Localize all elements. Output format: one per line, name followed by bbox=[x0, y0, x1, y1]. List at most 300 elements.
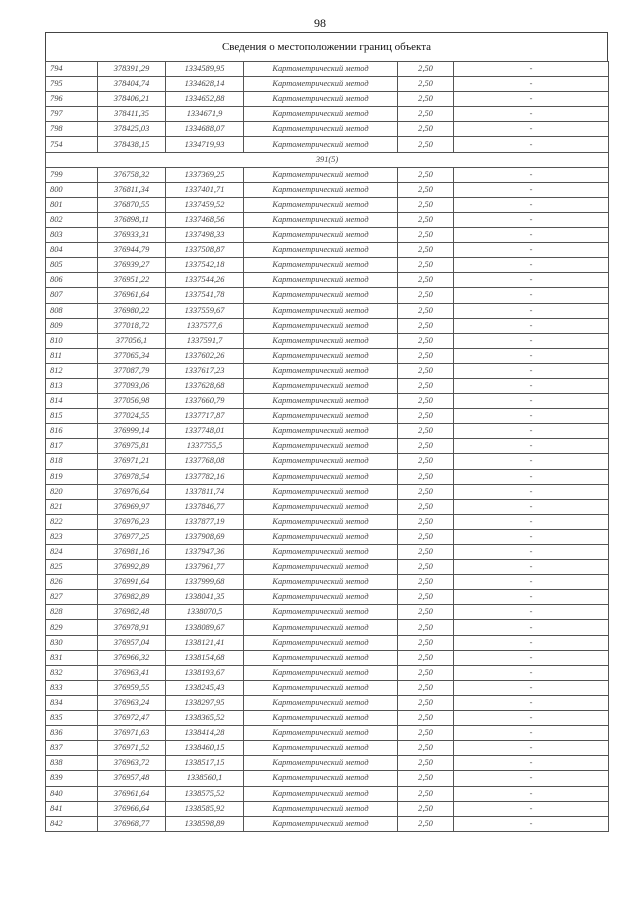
table-row bbox=[46, 711, 609, 726]
point-number-cell: 832 bbox=[46, 665, 98, 680]
point-number-cell: 824 bbox=[46, 545, 98, 560]
method-cell: Картометрический метод bbox=[244, 786, 398, 801]
coordinate-x-cell: 376975,81 bbox=[98, 439, 166, 454]
method-cell: Картометрический метод bbox=[244, 363, 398, 378]
coordinate-y-cell: 1337602,26 bbox=[166, 348, 244, 363]
table-row bbox=[46, 288, 609, 303]
table-row bbox=[46, 439, 609, 454]
table-row bbox=[46, 333, 609, 348]
coordinate-x-cell: 376951,22 bbox=[98, 273, 166, 288]
description-cell: - bbox=[454, 605, 609, 620]
coordinate-y-cell: 1338598,89 bbox=[166, 816, 244, 831]
coordinate-x-cell: 376758,32 bbox=[98, 167, 166, 182]
coordinates-table bbox=[45, 61, 609, 832]
point-number-cell: 806 bbox=[46, 273, 98, 288]
boundary-table-sheet bbox=[45, 32, 608, 832]
description-cell: - bbox=[454, 756, 609, 771]
point-number-cell: 841 bbox=[46, 801, 98, 816]
description-cell: - bbox=[454, 439, 609, 454]
point-number-cell: 814 bbox=[46, 394, 98, 409]
coordinate-y-cell: 1337617,23 bbox=[166, 363, 244, 378]
coordinate-x-cell: 376966,64 bbox=[98, 801, 166, 816]
coordinate-y-cell: 1338089,67 bbox=[166, 620, 244, 635]
point-number-cell: 754 bbox=[46, 137, 98, 152]
coordinate-y-cell: 1338154,68 bbox=[166, 650, 244, 665]
coordinate-x-cell: 376971,63 bbox=[98, 726, 166, 741]
accuracy-cell: 2,50 bbox=[398, 711, 454, 726]
accuracy-cell: 2,50 bbox=[398, 107, 454, 122]
method-cell: Картометрический метод bbox=[244, 62, 398, 77]
point-number-cell: 838 bbox=[46, 756, 98, 771]
accuracy-cell: 2,50 bbox=[398, 650, 454, 665]
coordinates-table-body bbox=[46, 62, 609, 832]
point-number-cell: 831 bbox=[46, 650, 98, 665]
table-row bbox=[46, 243, 609, 258]
coordinate-y-cell: 1334688,07 bbox=[166, 122, 244, 137]
accuracy-cell: 2,50 bbox=[398, 560, 454, 575]
coordinate-y-cell: 1338460,15 bbox=[166, 741, 244, 756]
coordinate-y-cell: 1337591,7 bbox=[166, 333, 244, 348]
coordinate-y-cell: 1337660,79 bbox=[166, 394, 244, 409]
coordinate-x-cell: 377065,34 bbox=[98, 348, 166, 363]
page-number: 98 bbox=[314, 16, 326, 30]
table-row bbox=[46, 605, 609, 620]
coordinate-y-cell: 1337468,56 bbox=[166, 212, 244, 227]
point-number-cell: 827 bbox=[46, 590, 98, 605]
point-number-cell: 837 bbox=[46, 741, 98, 756]
method-cell: Картометрический метод bbox=[244, 258, 398, 273]
description-cell: - bbox=[454, 680, 609, 695]
coordinate-x-cell: 377087,79 bbox=[98, 363, 166, 378]
method-cell: Картометрический метод bbox=[244, 288, 398, 303]
coordinate-y-cell: 1337846,77 bbox=[166, 499, 244, 514]
accuracy-cell: 2,50 bbox=[398, 273, 454, 288]
accuracy-cell: 2,50 bbox=[398, 197, 454, 212]
method-cell: Картометрический метод bbox=[244, 590, 398, 605]
accuracy-cell: 2,50 bbox=[398, 620, 454, 635]
accuracy-cell: 2,50 bbox=[398, 605, 454, 620]
point-number-cell: 817 bbox=[46, 439, 98, 454]
table-row bbox=[46, 409, 609, 424]
table-row bbox=[46, 545, 609, 560]
table-row bbox=[46, 665, 609, 680]
method-cell: Картометрический метод bbox=[244, 122, 398, 137]
table-row bbox=[46, 107, 609, 122]
point-number-cell: 823 bbox=[46, 529, 98, 544]
coordinate-y-cell: 1337559,67 bbox=[166, 303, 244, 318]
accuracy-cell: 2,50 bbox=[398, 363, 454, 378]
coordinate-y-cell: 1338070,5 bbox=[166, 605, 244, 620]
accuracy-cell: 2,50 bbox=[398, 258, 454, 273]
point-number-cell: 807 bbox=[46, 288, 98, 303]
accuracy-cell: 2,50 bbox=[398, 182, 454, 197]
coordinate-y-cell: 1337768,08 bbox=[166, 454, 244, 469]
accuracy-cell: 2,50 bbox=[398, 545, 454, 560]
table-row bbox=[46, 228, 609, 243]
coordinate-y-cell: 1337717,87 bbox=[166, 409, 244, 424]
description-cell: - bbox=[454, 786, 609, 801]
coordinate-x-cell: 376992,89 bbox=[98, 560, 166, 575]
description-cell: - bbox=[454, 243, 609, 258]
coordinate-y-cell: 1337577,6 bbox=[166, 318, 244, 333]
accuracy-cell: 2,50 bbox=[398, 409, 454, 424]
point-number-cell: 830 bbox=[46, 635, 98, 650]
method-cell: Картометрический метод bbox=[244, 635, 398, 650]
coordinate-y-cell: 1337541,78 bbox=[166, 288, 244, 303]
method-cell: Картометрический метод bbox=[244, 228, 398, 243]
coordinate-y-cell: 1338041,35 bbox=[166, 590, 244, 605]
accuracy-cell: 2,50 bbox=[398, 318, 454, 333]
coordinate-x-cell: 376982,89 bbox=[98, 590, 166, 605]
coordinate-x-cell: 376972,47 bbox=[98, 711, 166, 726]
accuracy-cell: 2,50 bbox=[398, 635, 454, 650]
table-row bbox=[46, 273, 609, 288]
accuracy-cell: 2,50 bbox=[398, 167, 454, 182]
coordinate-y-cell: 1337628,68 bbox=[166, 378, 244, 393]
method-cell: Картометрический метод bbox=[244, 484, 398, 499]
description-cell: - bbox=[454, 258, 609, 273]
coordinate-x-cell: 377056,98 bbox=[98, 394, 166, 409]
accuracy-cell: 2,50 bbox=[398, 695, 454, 710]
method-cell: Картометрический метод bbox=[244, 756, 398, 771]
coordinate-x-cell: 377018,72 bbox=[98, 318, 166, 333]
point-number-cell: 820 bbox=[46, 484, 98, 499]
description-cell: - bbox=[454, 348, 609, 363]
accuracy-cell: 2,50 bbox=[398, 378, 454, 393]
coordinate-x-cell: 377093,06 bbox=[98, 378, 166, 393]
coordinate-y-cell: 1337498,33 bbox=[166, 228, 244, 243]
method-cell: Картометрический метод bbox=[244, 514, 398, 529]
coordinate-x-cell: 376961,64 bbox=[98, 288, 166, 303]
method-cell: Картометрический метод bbox=[244, 620, 398, 635]
method-cell: Картометрический метод bbox=[244, 771, 398, 786]
point-number-cell: 809 bbox=[46, 318, 98, 333]
coordinate-y-cell: 1337811,74 bbox=[166, 484, 244, 499]
accuracy-cell: 2,50 bbox=[398, 590, 454, 605]
coordinate-y-cell: 1334671,9 bbox=[166, 107, 244, 122]
point-number-cell: 810 bbox=[46, 333, 98, 348]
coordinate-y-cell: 1337782,16 bbox=[166, 469, 244, 484]
point-number-cell: 834 bbox=[46, 695, 98, 710]
description-cell: - bbox=[454, 560, 609, 575]
coordinate-y-cell: 1334719,93 bbox=[166, 137, 244, 152]
coordinate-x-cell: 378425,03 bbox=[98, 122, 166, 137]
coordinate-y-cell: 1334652,88 bbox=[166, 92, 244, 107]
method-cell: Картометрический метод bbox=[244, 469, 398, 484]
method-cell: Картометрический метод bbox=[244, 575, 398, 590]
accuracy-cell: 2,50 bbox=[398, 786, 454, 801]
coordinate-x-cell: 376976,64 bbox=[98, 484, 166, 499]
coordinate-x-cell: 376969,97 bbox=[98, 499, 166, 514]
description-cell: - bbox=[454, 137, 609, 152]
accuracy-cell: 2,50 bbox=[398, 514, 454, 529]
coordinate-x-cell: 376971,52 bbox=[98, 741, 166, 756]
point-number-cell: 800 bbox=[46, 182, 98, 197]
table-row bbox=[46, 363, 609, 378]
description-cell: - bbox=[454, 394, 609, 409]
table-row bbox=[46, 529, 609, 544]
description-cell: - bbox=[454, 77, 609, 92]
description-cell: - bbox=[454, 771, 609, 786]
point-number-cell: 815 bbox=[46, 409, 98, 424]
accuracy-cell: 2,50 bbox=[398, 77, 454, 92]
coordinate-x-cell: 378404,74 bbox=[98, 77, 166, 92]
coordinate-x-cell: 376939,27 bbox=[98, 258, 166, 273]
table-row bbox=[46, 378, 609, 393]
accuracy-cell: 2,50 bbox=[398, 424, 454, 439]
accuracy-cell: 2,50 bbox=[398, 575, 454, 590]
point-number-cell: 805 bbox=[46, 258, 98, 273]
coordinate-x-cell: 376957,04 bbox=[98, 635, 166, 650]
coordinate-x-cell: 376978,54 bbox=[98, 469, 166, 484]
description-cell: - bbox=[454, 741, 609, 756]
description-cell: - bbox=[454, 545, 609, 560]
coordinate-x-cell: 376811,34 bbox=[98, 182, 166, 197]
coordinate-x-cell: 376898,11 bbox=[98, 212, 166, 227]
coordinate-y-cell: 1337908,69 bbox=[166, 529, 244, 544]
coordinate-x-cell: 376981,16 bbox=[98, 545, 166, 560]
table-row bbox=[46, 590, 609, 605]
coordinate-y-cell: 1337748,01 bbox=[166, 424, 244, 439]
description-cell: - bbox=[454, 529, 609, 544]
description-cell: - bbox=[454, 514, 609, 529]
method-cell: Картометрический метод bbox=[244, 439, 398, 454]
accuracy-cell: 2,50 bbox=[398, 137, 454, 152]
coordinate-y-cell: 1338585,92 bbox=[166, 801, 244, 816]
accuracy-cell: 2,50 bbox=[398, 484, 454, 499]
accuracy-cell: 2,50 bbox=[398, 741, 454, 756]
table-row bbox=[46, 560, 609, 575]
table-row bbox=[46, 514, 609, 529]
coordinate-y-cell: 1338245,43 bbox=[166, 680, 244, 695]
method-cell: Картометрический метод bbox=[244, 137, 398, 152]
point-number-cell: 812 bbox=[46, 363, 98, 378]
accuracy-cell: 2,50 bbox=[398, 348, 454, 363]
point-number-cell: 825 bbox=[46, 560, 98, 575]
description-cell: - bbox=[454, 665, 609, 680]
coordinate-x-cell: 378411,35 bbox=[98, 107, 166, 122]
method-cell: Картометрический метод bbox=[244, 650, 398, 665]
point-number-cell: 835 bbox=[46, 711, 98, 726]
coordinate-x-cell: 376957,48 bbox=[98, 771, 166, 786]
method-cell: Картометрический метод bbox=[244, 816, 398, 831]
method-cell: Картометрический метод bbox=[244, 695, 398, 710]
table-row bbox=[46, 303, 609, 318]
coordinate-x-cell: 378438,15 bbox=[98, 137, 166, 152]
table-row bbox=[46, 469, 609, 484]
table-row bbox=[46, 695, 609, 710]
method-cell: Картометрический метод bbox=[244, 333, 398, 348]
method-cell: Картометрический метод bbox=[244, 801, 398, 816]
coordinate-x-cell: 376963,41 bbox=[98, 665, 166, 680]
point-number-cell: 797 bbox=[46, 107, 98, 122]
coordinate-y-cell: 1337544,26 bbox=[166, 273, 244, 288]
accuracy-cell: 2,50 bbox=[398, 499, 454, 514]
table-row bbox=[46, 575, 609, 590]
table-row bbox=[46, 197, 609, 212]
description-cell: - bbox=[454, 62, 609, 77]
table-row bbox=[46, 484, 609, 499]
description-cell: - bbox=[454, 318, 609, 333]
point-number-cell: 816 bbox=[46, 424, 98, 439]
table-row bbox=[46, 424, 609, 439]
point-number-cell: 842 bbox=[46, 816, 98, 831]
table-row bbox=[46, 786, 609, 801]
method-cell: Картометрический метод bbox=[244, 499, 398, 514]
table-row bbox=[46, 680, 609, 695]
coordinate-x-cell: 376980,22 bbox=[98, 303, 166, 318]
coordinate-x-cell: 376959,55 bbox=[98, 680, 166, 695]
coordinate-x-cell: 376966,32 bbox=[98, 650, 166, 665]
coordinate-x-cell: 376961,64 bbox=[98, 786, 166, 801]
accuracy-cell: 2,50 bbox=[398, 62, 454, 77]
description-cell: - bbox=[454, 590, 609, 605]
method-cell: Картометрический метод bbox=[244, 243, 398, 258]
coordinate-x-cell: 376968,77 bbox=[98, 816, 166, 831]
description-cell: - bbox=[454, 816, 609, 831]
accuracy-cell: 2,50 bbox=[398, 801, 454, 816]
method-cell: Картометрический метод bbox=[244, 167, 398, 182]
table-row bbox=[46, 801, 609, 816]
table-row bbox=[46, 499, 609, 514]
description-cell: - bbox=[454, 650, 609, 665]
point-number-cell: 821 bbox=[46, 499, 98, 514]
method-cell: Картометрический метод bbox=[244, 303, 398, 318]
point-number-cell: 808 bbox=[46, 303, 98, 318]
method-cell: Картометрический метод bbox=[244, 454, 398, 469]
method-cell: Картометрический метод bbox=[244, 378, 398, 393]
method-cell: Картометрический метод bbox=[244, 680, 398, 695]
table-row bbox=[46, 635, 609, 650]
table-row bbox=[46, 212, 609, 227]
method-cell: Картометрический метод bbox=[244, 348, 398, 363]
method-cell: Картометрический метод bbox=[244, 726, 398, 741]
description-cell: - bbox=[454, 107, 609, 122]
method-cell: Картометрический метод bbox=[244, 212, 398, 227]
coordinate-y-cell: 1338414,28 bbox=[166, 726, 244, 741]
description-cell: - bbox=[454, 575, 609, 590]
table-row bbox=[46, 620, 609, 635]
table-row bbox=[46, 756, 609, 771]
description-cell: - bbox=[454, 620, 609, 635]
point-number-cell: 822 bbox=[46, 514, 98, 529]
coordinate-y-cell: 1338297,95 bbox=[166, 695, 244, 710]
coordinate-x-cell: 377056,1 bbox=[98, 333, 166, 348]
coordinate-y-cell: 1338365,52 bbox=[166, 711, 244, 726]
coordinate-x-cell: 376977,25 bbox=[98, 529, 166, 544]
table-row bbox=[46, 454, 609, 469]
coordinate-y-cell: 1337877,19 bbox=[166, 514, 244, 529]
method-cell: Картометрический метод bbox=[244, 711, 398, 726]
accuracy-cell: 2,50 bbox=[398, 529, 454, 544]
method-cell: Картометрический метод bbox=[244, 107, 398, 122]
table-row bbox=[46, 650, 609, 665]
accuracy-cell: 2,50 bbox=[398, 212, 454, 227]
coordinate-y-cell: 1334589,95 bbox=[166, 62, 244, 77]
coordinate-x-cell: 376963,24 bbox=[98, 695, 166, 710]
method-cell: Картометрический метод bbox=[244, 529, 398, 544]
method-cell: Картометрический метод bbox=[244, 424, 398, 439]
method-cell: Картометрический метод bbox=[244, 741, 398, 756]
description-cell: - bbox=[454, 92, 609, 107]
table-row bbox=[46, 137, 609, 152]
table-row bbox=[46, 258, 609, 273]
point-number-cell: 839 bbox=[46, 771, 98, 786]
table-row bbox=[46, 726, 609, 741]
accuracy-cell: 2,50 bbox=[398, 394, 454, 409]
accuracy-cell: 2,50 bbox=[398, 303, 454, 318]
table-row bbox=[46, 348, 609, 363]
coordinate-x-cell: 376944,79 bbox=[98, 243, 166, 258]
method-cell: Картометрический метод bbox=[244, 182, 398, 197]
method-cell: Картометрический метод bbox=[244, 92, 398, 107]
point-number-cell: 802 bbox=[46, 212, 98, 227]
table-row bbox=[46, 771, 609, 786]
point-number-cell: 818 bbox=[46, 454, 98, 469]
coordinate-x-cell: 376991,64 bbox=[98, 575, 166, 590]
accuracy-cell: 2,50 bbox=[398, 726, 454, 741]
description-cell: - bbox=[454, 303, 609, 318]
coordinate-x-cell: 376971,21 bbox=[98, 454, 166, 469]
coordinate-x-cell: 378406,21 bbox=[98, 92, 166, 107]
point-number-cell: 795 bbox=[46, 77, 98, 92]
accuracy-cell: 2,50 bbox=[398, 228, 454, 243]
description-cell: - bbox=[454, 288, 609, 303]
coordinate-y-cell: 1337542,18 bbox=[166, 258, 244, 273]
point-number-cell: 794 bbox=[46, 62, 98, 77]
coordinate-x-cell: 376976,23 bbox=[98, 514, 166, 529]
description-cell: - bbox=[454, 212, 609, 227]
point-number-cell: 799 bbox=[46, 167, 98, 182]
point-number-cell: 813 bbox=[46, 378, 98, 393]
coordinate-y-cell: 1338121,41 bbox=[166, 635, 244, 650]
description-cell: - bbox=[454, 499, 609, 514]
description-cell: - bbox=[454, 726, 609, 741]
table-row bbox=[46, 741, 609, 756]
description-cell: - bbox=[454, 363, 609, 378]
description-cell: - bbox=[454, 454, 609, 469]
coordinate-x-cell: 376870,55 bbox=[98, 197, 166, 212]
method-cell: Картометрический метод bbox=[244, 197, 398, 212]
description-cell: - bbox=[454, 695, 609, 710]
accuracy-cell: 2,50 bbox=[398, 454, 454, 469]
description-cell: - bbox=[454, 122, 609, 137]
coordinate-y-cell: 1337459,52 bbox=[166, 197, 244, 212]
contour-subheader-row bbox=[46, 152, 609, 167]
accuracy-cell: 2,50 bbox=[398, 665, 454, 680]
method-cell: Картометрический метод bbox=[244, 665, 398, 680]
description-cell: - bbox=[454, 409, 609, 424]
table-row bbox=[46, 92, 609, 107]
method-cell: Картометрический метод bbox=[244, 394, 398, 409]
point-number-cell: 819 bbox=[46, 469, 98, 484]
method-cell: Картометрический метод bbox=[244, 273, 398, 288]
point-number-cell: 828 bbox=[46, 605, 98, 620]
method-cell: Картометрический метод bbox=[244, 318, 398, 333]
description-cell: - bbox=[454, 484, 609, 499]
coordinate-x-cell: 377024,55 bbox=[98, 409, 166, 424]
coordinate-y-cell: 1337369,25 bbox=[166, 167, 244, 182]
point-number-cell: 798 bbox=[46, 122, 98, 137]
description-cell: - bbox=[454, 378, 609, 393]
point-number-cell: 811 bbox=[46, 348, 98, 363]
point-number-cell: 833 bbox=[46, 680, 98, 695]
coordinate-y-cell: 1337508,87 bbox=[166, 243, 244, 258]
point-number-cell: 826 bbox=[46, 575, 98, 590]
table-row bbox=[46, 816, 609, 831]
description-cell: - bbox=[454, 167, 609, 182]
accuracy-cell: 2,50 bbox=[398, 333, 454, 348]
